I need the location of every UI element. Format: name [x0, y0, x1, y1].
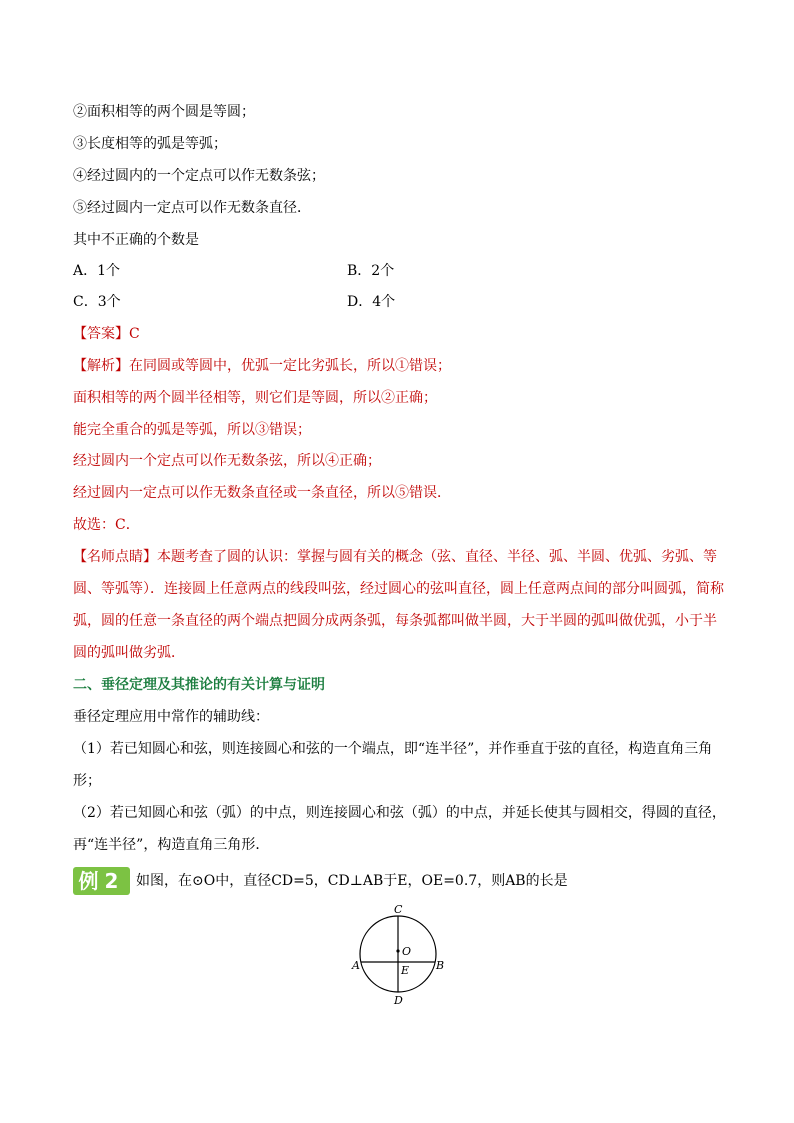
option-d: D．4个	[347, 294, 396, 310]
method-2-line-1: （2）若已知圆心和弦（弧）的中点，则连接圆心和弦（弧）的中点，并延长使其与圆相交，得圆的直径，	[73, 805, 726, 821]
analysis-conclusion: 故选：C．	[73, 517, 140, 533]
label-e: E	[401, 964, 410, 977]
teacher-note-line-2: 圆、等弧等）．连接圆上任意两点的线段叫弦，经过圆心的弦叫直径，圆上任意两点间的部分叫圆弧，简称	[73, 581, 724, 597]
analysis-text-1: 在同圆或等圆中，优弧一定比劣弧长，所以①错误；	[129, 358, 451, 374]
teacher-note-line-4: 圆的弧叫做劣弧．	[73, 645, 185, 661]
answer-tag: 【答案】	[73, 326, 129, 342]
example-badge: 例2	[73, 867, 130, 895]
option-c: C．3个	[73, 294, 121, 310]
example-question: 如图，在⊙O中，直径CD=5，CD⊥AB于E，OE=0.7，则AB的长是	[136, 873, 568, 889]
statement-3: ③长度相等的弧是等弧；	[73, 136, 227, 152]
statement-2: ②面积相等的两个圆是等圆；	[73, 104, 255, 120]
teacher-text-1: 本题考查了圆的认识：掌握与圆有关的概念（弦、直径、半径、弧、半圆、优弧、劣弧、等	[157, 549, 717, 565]
label-c: C	[394, 903, 403, 916]
method-1-line-1: （1）若已知圆心和弦，则连接圆心和弦的一个端点，即“连半径”，并作垂直于弦的直径，构造直角三角	[73, 741, 713, 757]
circle-figure	[345, 900, 455, 1005]
teacher-tag: 【名师点睛】	[73, 549, 157, 565]
center-point	[396, 949, 399, 952]
answer-line	[73, 325, 140, 343]
label-b: B	[436, 959, 445, 972]
method-2-line-2: 再“连半径”，构造直角三角形．	[73, 837, 270, 853]
analysis-tag: 【解析】	[73, 358, 129, 374]
analysis-line-3: 能完全重合的弧是等弧，所以③错误；	[73, 422, 311, 438]
label-a: A	[352, 959, 360, 972]
option-b: B．2个	[347, 263, 395, 279]
section-title: 二、垂径定理及其推论的有关计算与证明	[73, 677, 325, 693]
teacher-note-line-3: 弧，圆的任意一条直径的两个端点把圆分成两条弧，每条弧都叫做半圆，大于半圆的弧叫做优弧，小于半	[73, 613, 717, 629]
label-o: O	[402, 945, 412, 958]
analysis-line-1	[73, 357, 451, 375]
answer-value: C	[129, 326, 140, 342]
statement-5: ⑤经过圆内一定点可以作无数条直径．	[73, 200, 311, 216]
question-text: 其中不正确的个数是	[73, 232, 199, 248]
method-1-line-2: 形；	[73, 773, 101, 789]
analysis-line-4: 经过圆内一个定点可以作无数条弦，所以④正确；	[73, 453, 381, 469]
teacher-note-line-1	[73, 548, 717, 566]
statement-4: ④经过圆内的一个定点可以作无数条弦；	[73, 168, 325, 184]
option-a: A．1个	[73, 263, 121, 279]
analysis-line-5: 经过圆内一定点可以作无数条直径或一条直径，所以⑤错误．	[73, 485, 451, 501]
label-d: D	[394, 994, 403, 1005]
analysis-line-2: 面积相等的两个圆半径相等，则它们是等圆，所以②正确；	[73, 390, 437, 406]
section-intro: 垂径定理应用中常作的辅助线：	[73, 709, 269, 725]
